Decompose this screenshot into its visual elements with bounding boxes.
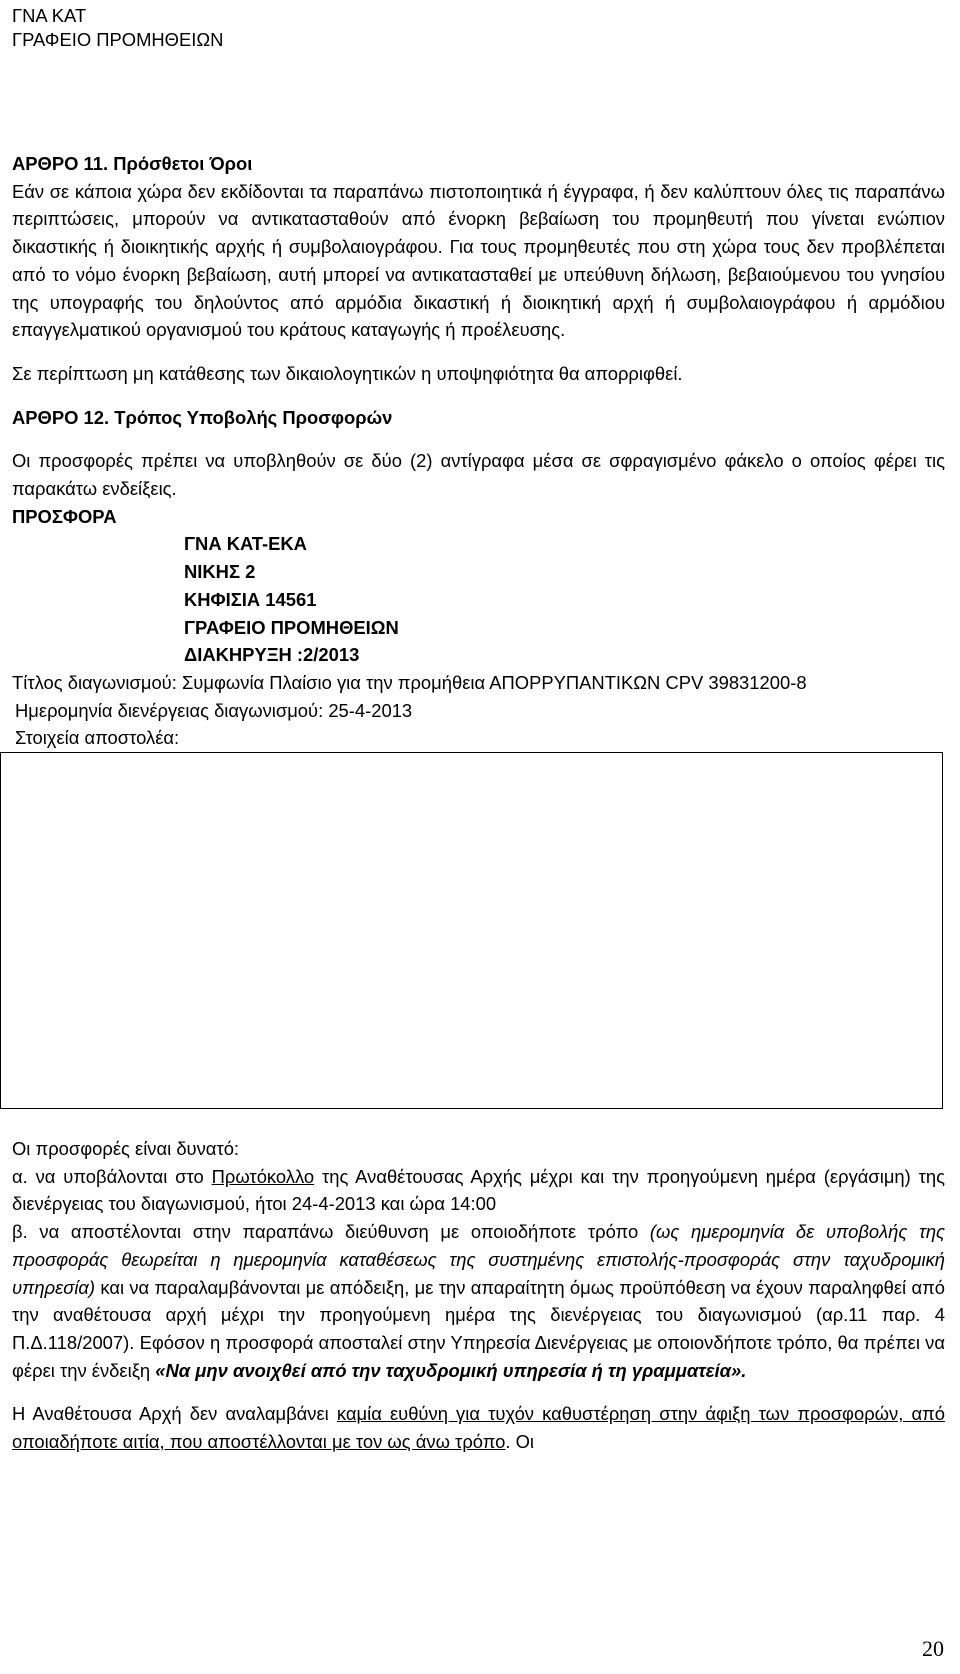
address-line: ΔΙΑΚΗΡΥΞΗ :2/2013: [184, 644, 360, 666]
document-header: [12, 4, 223, 52]
option-b: β. να αποστέλονται στην παραπάνω διεύθυνση με οποιοδήποτε τρόπο (ως ημερομηνία δε υποβολής της προσφοράς θεωρείται η ημερομηνία καταθέσεως της συστημένης επιστολής-προσφοράς στην ταχυδρομική υπηρεσία) και να παραλαμβάνονται με απόδειξη, με την απαραίτητη όμως προϋπόθεση να έχουν παραληφθεί από την αναθέτουσα αρχή μέχρι την προηγούμενη ημέρα της διενέργειας του διαγωνισμού (αρ.11 παρ. 4 Π.Δ.118/2007). Εφόσον η προσφορά αποσταλεί στην Υπηρεσία Διενέργειας με οποιονδήποτε τρόπο, θα πρέπει να φέρει την ένδειξη «Να μην ανοιχθεί από την ταχυδρομική υπηρεσία ή τη γραμματεία».: [12, 1221, 946, 1381]
document-body: [12, 150, 945, 1456]
protocol-link: Πρωτόκολλο: [211, 1165, 315, 1187]
address-line: ΓΝΑ ΚΑΤ-ΕΚΑ: [184, 533, 307, 555]
page-number: 20: [922, 1636, 944, 1661]
tender-date: Ημερομηνία διενέργειας διαγωνισμού: 25-4-2013: [15, 699, 413, 721]
article-11-paragraph-1: Εάν σε κάποια χώρα δεν εκδίδονται τα παραπάνω πιστοποιητικά ή έγγραφα, ή δεν καλύπτουν όλες τις παραπάνω περιπτώσεις, μπορούν να αντικατασταθούν από ένορκη βεβαίωση του προμηθευτή που γίνεται ενώπιον δικαστικής ή διοικητικής αρχής ή συμβολαιογράφου. Για τους προμηθευτές που στη χώρα τους δεν προβλέπεται από το νόμο ένορκη βεβαίωση, αυτή μπορεί να αντικατασταθεί με υπεύθυνη δήλωση, βεβαιούμενου του γνησίου της υπογραφής του δηλούντος από αρμόδια δικαστική ή διοικητική αρχή ή συμβολαιογράφου ή αρμόδιου επαγγελματικού οργανισμού του κράτους καταγωγής ή προέλευσης.: [12, 180, 945, 341]
article-12-title: ΑΡΘΡΟ 12. Τρόπος Υποβολής Προσφορών: [12, 406, 393, 428]
liability-paragraph: Η Αναθέτουσα Αρχή δεν αναλαμβάνει καμία ευθύνη για τυχόν καθυστέρηση στην άφιξη των προσφορών, από οποιαδήποτε αιτία, που αποστέλλονται με τον ως άνω τρόπο. Οι: [12, 1403, 945, 1453]
article-11-paragraph-2: Σε περίπτωση μη κατάθεσης των δικαιολογητικών η υποψηφιότητα θα απορριφθεί.: [12, 362, 683, 384]
header-line-2: ΓΡΑΦΕΙΟ ΠΡΟΜΗΘΕΙΩΝ: [12, 29, 224, 50]
address-line: ΓΡΑΦΕΙΟ ΠΡΟΜΗΘΕΙΩΝ: [184, 616, 399, 638]
offer-label: ΠΡΟΣΦΟΡΑ: [12, 505, 117, 527]
tender-title: Τίτλος διαγωνισμού: Συμφωνία Πλαίσιο για την προμήθεια ΑΠΟΡΡΥΠΑΝΤΙΚΩΝ CPV 39831200-8: [12, 671, 807, 693]
address-line: ΚΗΦΙΣΙΑ 14561: [184, 588, 317, 610]
header-line-1: ΓΝΑ ΚΑΤ: [12, 5, 87, 26]
address-line: ΝΙΚΗΣ 2: [184, 561, 256, 583]
sender-details-label: Στοιχεία αποστολέα:: [15, 727, 180, 749]
option-a: α. να υποβάλονται στο Πρωτόκολλο της Αναθέτουσας Αρχής μέχρι και την προηγούμενη ημέρα (εργάσιμη) της διενέργειας του διαγωνισμού, ήτοι 24-4-2013 και ώρα 14:00: [12, 1165, 945, 1215]
offer-address: [12, 530, 945, 669]
article-11-title: ΑΡΘΡΟ 11. Πρόσθετοι Όροι: [12, 153, 253, 174]
do-not-open-notice: «Να μην ανοιχθεί από την ταχυδρομική υπηρεσία ή τη γραμματεία».: [155, 1359, 747, 1381]
submission-options-label: Οι προσφορές είναι δυνατό:: [12, 1138, 240, 1160]
sender-details-box: [0, 752, 943, 1109]
article-12-intro: Οι προσφορές πρέπει να υποβληθούν σε δύο (2) αντίγραφα μέσα σε σφραγισμένο φάκελο ο οποίος φέρει τις παρακάτω ενδείξεις.: [12, 450, 945, 500]
